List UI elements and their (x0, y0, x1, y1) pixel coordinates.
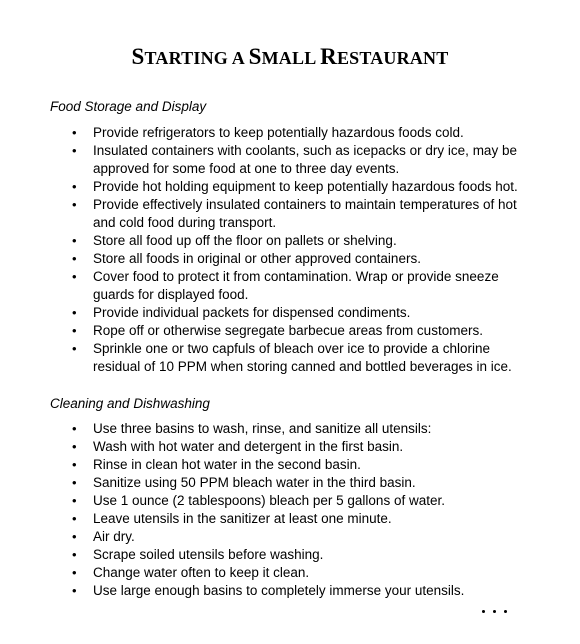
list-item-text: Leave utensils in the sanitizer at least one minute. (93, 511, 392, 526)
list-item-text: Sanitize using 50 PPM bleach water in the third basin. (93, 475, 416, 490)
list-item (0, 250, 580, 268)
list-item (0, 420, 580, 438)
list-item (0, 322, 580, 340)
bullet-icon: • (72, 179, 77, 194)
bullet-icon: • (72, 547, 77, 562)
list-item-text: Use three basins to wash, rinse, and sanitize all utensils: (93, 421, 432, 436)
list-item (0, 546, 580, 564)
list-item-text: Provide effectively insulated containers to maintain temperatures of hot and cold food during transport. (93, 197, 517, 230)
bullet-icon: • (72, 475, 77, 490)
title-part: TARTING A (144, 48, 249, 68)
list-item-text: Change water often to keep it clean. (93, 565, 310, 580)
list-item-text: Provide refrigerators to keep potentially hazardous foods cold. (93, 125, 464, 140)
bullet-icon: • (72, 529, 77, 544)
bullet-icon: • (72, 565, 77, 580)
list-item-text: Store all foods in original or other approved containers. (93, 251, 421, 266)
list-item-text: Provide individual packets for dispensed condiments. (93, 305, 411, 320)
bullet-icon: • (72, 583, 77, 598)
list-item-text: Scrape soiled utensils before washing. (93, 547, 324, 562)
page-title (0, 44, 580, 70)
bullet-icon: • (72, 439, 77, 454)
list-item (0, 582, 580, 600)
list-item (0, 268, 580, 304)
title-part: MALL (261, 48, 321, 68)
list-item-text: Cover food to protect it from contamination. Wrap or provide sneeze guards for displayed food. (93, 269, 499, 302)
list-item-text: Store all food up off the floor on pallets or shelving. (93, 233, 397, 248)
bullet-icon: • (72, 251, 77, 266)
food-storage-list (0, 124, 580, 376)
cleaning-list (0, 420, 580, 600)
list-item (0, 340, 580, 376)
bullet-icon: • (72, 341, 77, 356)
list-item-text: Air dry. (93, 529, 135, 544)
section-heading-food-storage: Food Storage and Display (50, 99, 207, 114)
list-item-text: Rinse in clean hot water in the second basin. (93, 457, 361, 472)
section-heading-cleaning: Cleaning and Dishwashing (50, 396, 210, 411)
title-part: S (131, 44, 145, 69)
bullet-icon: • (72, 323, 77, 338)
list-item-text: Use large enough basins to completely immerse your utensils. (93, 583, 465, 598)
list-item (0, 178, 580, 196)
title-part: R (320, 44, 337, 69)
list-item-text: Sprinkle one or two capfuls of bleach over ice to provide a chlorine residual of 10 PPM when storing canned and bottled beverages in ice. (93, 341, 512, 374)
bullet-icon: • (72, 233, 77, 248)
list-item-text: Insulated containers with coolants, such as icepacks or dry ice, may be approved for some food at one to three day events. (93, 143, 517, 176)
list-item (0, 142, 580, 178)
list-item-text: Use 1 ounce (2 tablespoons) bleach per 5 gallons of water. (93, 493, 445, 508)
list-item (0, 438, 580, 456)
title-part: S (248, 44, 262, 69)
list-item-text: Provide hot holding equipment to keep potentially hazardous foods hot. (93, 179, 518, 194)
bullet-icon: • (72, 511, 77, 526)
bullet-icon: • (72, 269, 77, 284)
bullet-icon: • (72, 143, 77, 158)
list-item-text: Wash with hot water and detergent in the first basin. (93, 439, 404, 454)
list-item (0, 456, 580, 474)
list-item (0, 196, 580, 232)
list-item (0, 492, 580, 510)
list-item (0, 232, 580, 250)
list-item (0, 474, 580, 492)
bullet-icon: • (72, 197, 77, 212)
title-part: ESTAURANT (336, 48, 449, 68)
bullet-icon: • (72, 421, 77, 436)
bullet-icon: • (72, 125, 77, 140)
list-item (0, 564, 580, 582)
bullet-icon: • (72, 493, 77, 508)
list-item-text: Rope off or otherwise segregate barbecue areas from customers. (93, 323, 483, 338)
bullet-icon: • (72, 305, 77, 320)
list-item (0, 528, 580, 546)
list-item (0, 304, 580, 322)
page-edge-marks (482, 600, 522, 604)
bullet-icon: • (72, 457, 77, 472)
list-item (0, 124, 580, 142)
list-item (0, 510, 580, 528)
